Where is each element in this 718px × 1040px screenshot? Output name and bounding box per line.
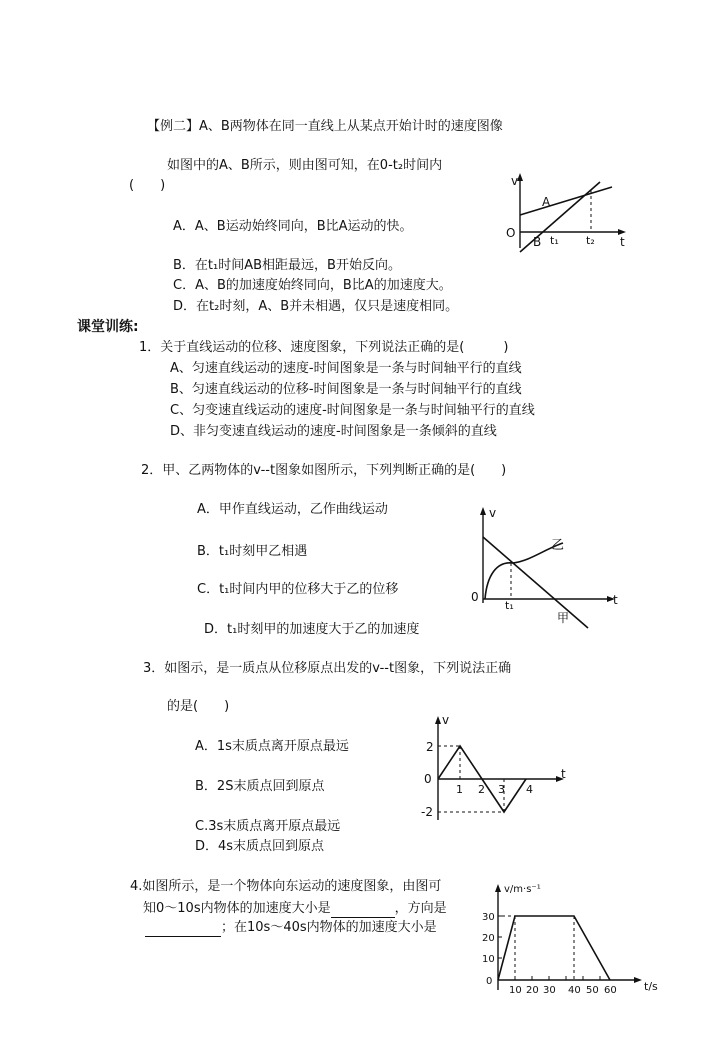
t-label: t	[561, 767, 566, 781]
x-tick-1: 1	[456, 783, 463, 796]
q1-option-a: A、匀速直线运动的速度-时间图象是一条与时间轴平行的直线	[170, 361, 522, 376]
x-tick-60: 60	[604, 985, 617, 996]
v-label: v	[489, 506, 497, 520]
x-tick-10: 10	[509, 985, 522, 996]
example2-stem: 如图中的A、B所示，则由图可知，在0-t₂时间内	[167, 158, 443, 173]
q4-line2-text: 知0～10s内物体的加速度大小是	[143, 901, 331, 916]
q3-stem-cont: 的是( )	[167, 699, 230, 714]
q2-stem: 2．甲、乙两物体的v--t图象如图所示，下列判断正确的是( )	[141, 463, 507, 478]
q4-line3-text: ；在10s～40s内物体的加速度大小是	[221, 920, 437, 935]
yi-label: 乙	[551, 538, 565, 553]
example2-option-b: B．在t₁时间AB相距最远，B开始反向。	[173, 258, 401, 273]
example2-option-c: C．A、B的加速度始终同向，B比A的加速度大。	[173, 278, 452, 293]
example2-graph	[500, 170, 630, 260]
q2-option-a: A．甲作直线运动，乙作曲线运动	[197, 502, 388, 517]
v-label: v	[511, 174, 519, 188]
q4-blank-accel-0-10[interactable]	[331, 903, 395, 918]
q1-option-b: B、匀速直线运动的位移-时间图象是一条与时间轴平行的直线	[170, 382, 522, 397]
example2-title: 【例二】A、B两物体在同一直线上从某点开始计时的速度图像	[147, 119, 503, 134]
line-jia	[483, 537, 588, 628]
x-tick-40: 40	[568, 985, 581, 996]
x-tick-4: 4	[526, 783, 533, 796]
b-label: B	[533, 235, 542, 249]
section-title: 课堂训练:	[77, 319, 139, 335]
origin-label: 0	[424, 772, 432, 786]
q4-graph	[478, 880, 668, 995]
x-tick-30: 30	[543, 985, 556, 996]
q1-option-c: C、匀变速直线运动的速度-时间图象是一条与时间轴平行的直线	[170, 403, 535, 418]
y-tick-2: 2	[426, 740, 434, 754]
y-axis-label: v/m·s⁻¹	[504, 884, 541, 895]
q2-option-d: D．t₁时刻甲的加速度大于乙的加速度	[204, 622, 420, 637]
q4-blank-direction[interactable]	[145, 922, 221, 937]
x-tick-2: 2	[478, 783, 485, 796]
t1-label: t₁	[505, 599, 514, 612]
q3-option-b: B．2S末质点回到原点	[195, 779, 325, 794]
a-label: A	[542, 195, 551, 209]
q4-line1: 4.如图所示，是一个物体向东运动的速度图象，由图可	[130, 879, 442, 894]
x-tick-50: 50	[586, 985, 599, 996]
y-tick-20: 20	[482, 933, 495, 944]
q3-graph	[420, 712, 575, 827]
example2-option-d: D．在t₂时刻，A、B并未相遇，仅只是速度相同。	[173, 299, 459, 314]
x-tick-3: 3	[498, 783, 505, 796]
q4-line3	[145, 919, 437, 937]
x-tick-20: 20	[526, 985, 539, 996]
jia-label: 甲	[557, 611, 570, 625]
q3-option-a: A．1s末质点离开原点最远	[195, 739, 349, 754]
q2-option-b: B．t₁时刻甲乙相遇	[197, 544, 308, 559]
q3-option-d: D．4s末质点回到原点	[195, 839, 325, 854]
y-tick-0: 0	[486, 976, 493, 987]
t2-label: t₂	[586, 234, 595, 247]
t1-label: t₁	[550, 234, 559, 247]
q3-option-c: C.3s末质点离开原点最远	[195, 819, 341, 834]
y-tick-30: 30	[482, 912, 495, 923]
x-axis-label: t/s	[644, 980, 658, 993]
q2-graph	[465, 503, 625, 633]
example2-option-a: A．A、B运动始终同向，B比A运动的快。	[173, 219, 413, 234]
origin-label: 0	[471, 590, 479, 604]
q4-line2	[143, 900, 447, 918]
grid-ticks	[498, 916, 600, 980]
q1-option-d: D、非匀变速直线运动的速度-时间图象是一条倾斜的直线	[170, 424, 497, 439]
q4-line2-direction: ，方向是	[394, 901, 447, 916]
q1-stem: 1．关于直线运动的位移、速度图象，下列说法正确的是( )	[139, 340, 509, 355]
example2-bracket: ( )	[129, 178, 166, 193]
q2-option-c: C．t₁时间内甲的位移大于乙的位移	[197, 582, 399, 597]
q3-stem: 3．如图示，是一质点从位移原点出发的v--t图象，下列说法正确	[143, 661, 512, 676]
y-tick-neg2: -2	[421, 805, 433, 819]
origin-label: O	[506, 226, 516, 240]
t-label: t	[620, 235, 625, 249]
y-tick-10: 10	[482, 954, 495, 965]
v-label: v	[442, 713, 450, 727]
t-label: t	[613, 593, 618, 607]
